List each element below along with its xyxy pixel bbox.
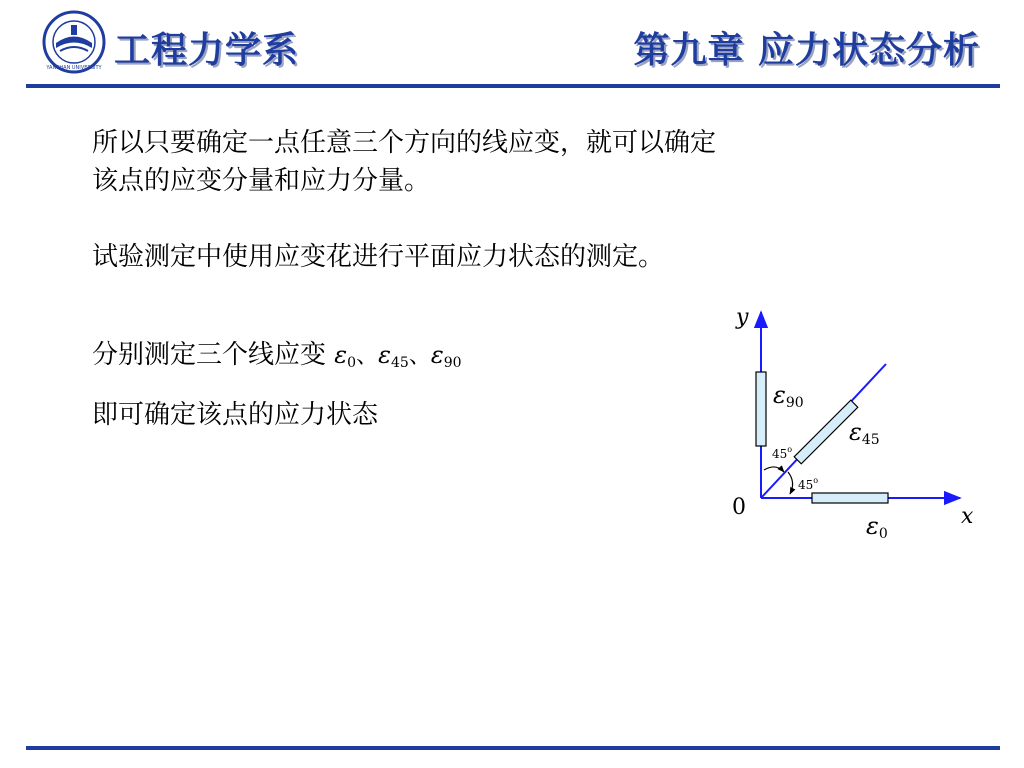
separator: 、 (408, 344, 431, 369)
paragraph-intro-line-1: 所以只要确定一点任意三个方向的线应变，就可以确定 (92, 128, 717, 158)
gauge-90 (756, 372, 766, 446)
x-axis-label: x (961, 504, 974, 529)
chapter-title: 第九章 应力状态分析 (633, 30, 980, 71)
angle-lower-label: 45$^o$ (798, 476, 819, 492)
strain-eps-45: $\varepsilon_{45}$ (378, 341, 409, 371)
separator: 、 (356, 344, 379, 369)
y-axis-label: y (736, 305, 749, 330)
strain-eps-0: $\varepsilon_0$ (334, 341, 357, 371)
strain-rosette-diagram (720, 300, 990, 560)
angle-upper-label: 45$^o$ (772, 445, 793, 461)
strain-eps-90: $\varepsilon_{90}$ (430, 341, 462, 371)
header-divider (26, 84, 1000, 88)
measure-prefix: 分别测定三个线应变 (92, 340, 327, 370)
angle-arc-upper (764, 467, 784, 472)
paragraph-measure (92, 336, 462, 382)
paragraph-intro-line-2: 该点的应变分量和应力分量。 (92, 166, 431, 196)
gauge-0-label: ε0 (866, 512, 888, 542)
gauge-0 (812, 493, 888, 503)
paragraph-intro (92, 124, 716, 200)
gauge-90-label: ε90 (773, 381, 804, 411)
logo-text: YANSHAN UNIVERSITY (46, 65, 102, 71)
university-logo (42, 10, 106, 74)
paragraph-conclusion: 即可确定该点的应力状态 (92, 400, 379, 430)
angle-arc-lower (788, 472, 793, 494)
footer-divider (26, 746, 1000, 750)
gauge-45-label: ε45 (849, 418, 880, 448)
paragraph-rosette: 试验测定中使用应变花进行平面应力状态的测定。 (92, 242, 665, 272)
origin-label: 0 (732, 495, 746, 520)
department-title: 工程力学系 (114, 30, 300, 71)
